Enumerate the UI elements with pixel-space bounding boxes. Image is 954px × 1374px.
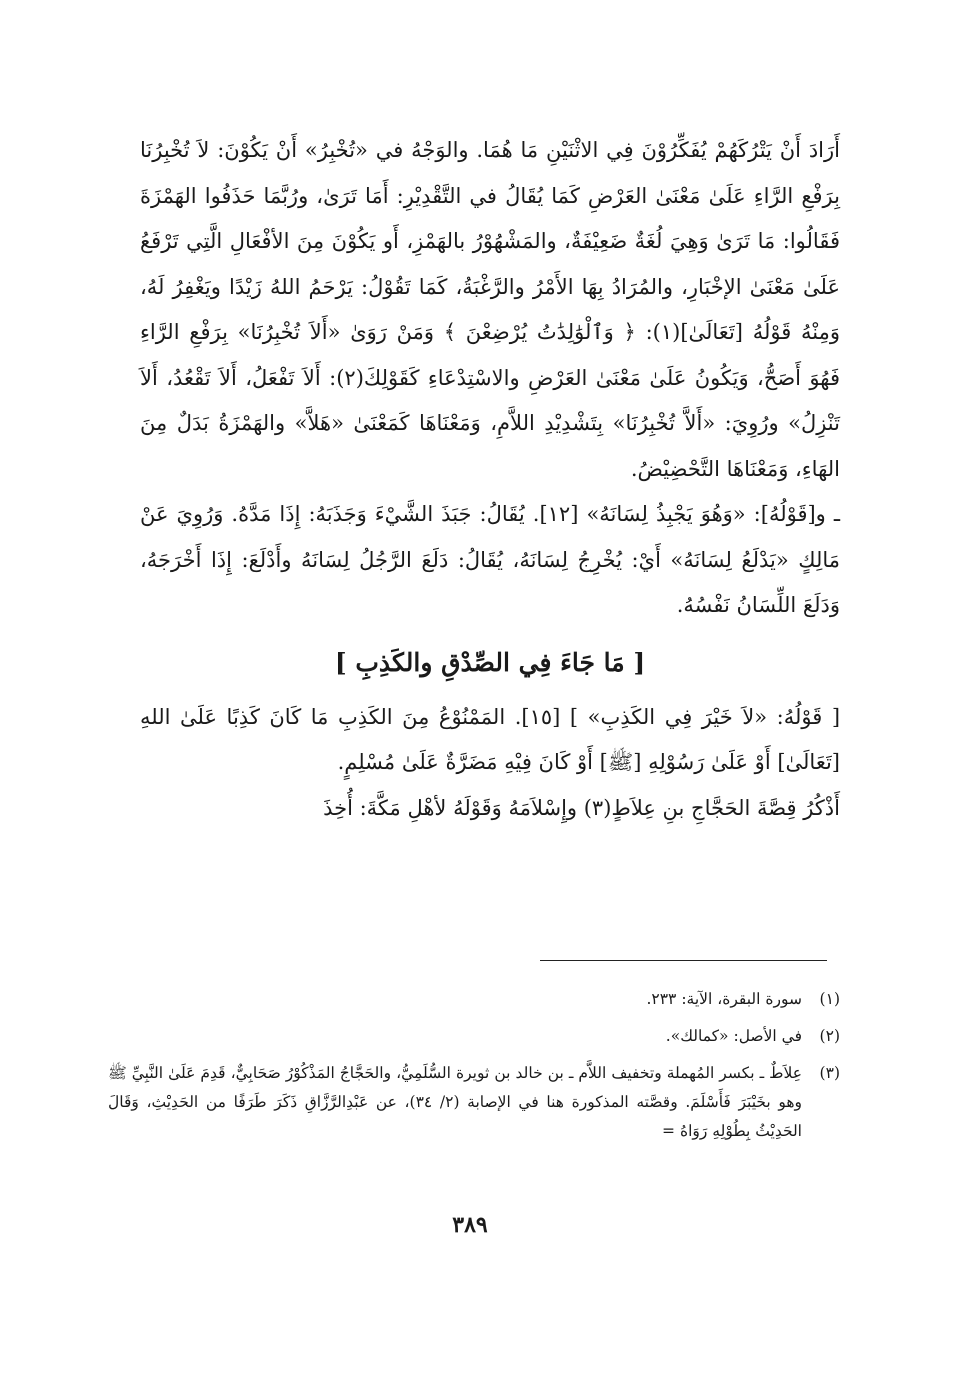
footnote-number: (٣) [819, 1064, 840, 1082]
footnote [108, 985, 840, 1014]
section-heading: [ مَا جَاءَ فِي الصِّدْقِ والكَذِبِ ] [334, 647, 646, 677]
footnote [108, 1022, 840, 1051]
paragraph-1: أَرَادَ أَنْ يَتْرُكَهُمْ يُفَكِّرُوْنَ فِي الاثْنَيْنِ مَا هُمَا. والوَجْهُ في «تُخْبِرُ» أَنْ يَكُوْنَ: لاَ تُخْبِرُنَا بِرَفْعِ الرَّاءِ عَلَىٰ مَعْنَىٰ العَرْضِ كَمَا يُقَالُ في التَّقْدِيْرِ: أَمَا تَرَىٰ، ورُبَّمَا حَذَفُوا الهَمْزَةَ فَقَالُوا: مَا تَرَىٰ وَهِيَ لُغَةٌ ضَعِيْفَةٌ، والمَشْهُوْرُ بالهَمْزِ، أَو يَكُوْنَ مِنَ الأفْعَالِ الَّتِي تَرْفَعُ عَلَىٰ مَعْنَىٰ الإخْبَارِ، والمُرَادُ بِهَا الأَمْرُ والرَّغْبَةُ، كَمَا تَقُوْلُ: يَرْحَمُ اللهُ زَيْدًا ويَغْفِرُ لَهُ، وَمِنْهُ قَوْلُهُ [تَعَالَىٰ](١): ﴿ وَٱلْوَٰلِدَٰتُ يُرْضِعْنَ ﴾ وَمَنْ رَوَىٰ «أَلاَ تُخْبِرُنَا» بِرَفْعِ الرَّاءِ فَهُوَ أَصَحُّ، وَيَكُونُ عَلَىٰ مَعْنَىٰ العَرْضِ والاسْتِدْعَاءِ كَقَوْلِكَ(٢): أَلاَ تَفْعَلُ، أَلاَ تَقْعُدُ، أَلاَ تَنْزِلُ» ورُوِيَ: «أَلاَّ تُخْبِرُنَا» بِتَشْدِيْدِ اللاَّمِ، وَمَعْنَاهَا كَمَعْنَىٰ «هَلاَّ» والهَمْزَةُ بَدَلٌ مِنَ الهَاءِ، وَمَعْنَاهَا التَّحْضِيْضُ. [140, 138, 840, 481]
main-text [140, 128, 840, 831]
footnote-number: (٢) [819, 1027, 840, 1045]
footnote-number: (١) [819, 990, 840, 1008]
paragraph-2: ـ و[قَوْلُهُ]: «وَهُوَ يَجْبِذُ لِسَانَهُ» [١٢]. يُقَالُ: جَبَذَ الشَّيْءَ وَجَذَبَهُ: إِذَا مَدَّهُ. وَرُوِيَ عَنْ مَالِكٍ «يَدْلَعُ لِسَانَهُ» أَيْ: يُخْرِجُ لِسَانَهُ، يُقَالُ: دَلَعَ الرَّجُلُ لِسَانَهُ وأَدْلَعَ: إِذَا أَخْرَجَهُ، وَدَلَعَ اللِّسَانُ نَفْسُهُ. [140, 502, 841, 617]
footnotes [108, 985, 840, 1154]
page-number: ٣٨٩ [452, 1212, 488, 1238]
paragraph-4: أَذْكُرُ قِصَّةَ الحَجَّاجِ بنِ عِلاَطٍ(٣) وإِسْلاَمَهُ وَقَوْلَهُ لأهْلِ مَكَّةَ: أُخِذَ [323, 795, 840, 820]
paragraph-3: [ قَوْلُهُ: «لاَ خَيْرَ فِي الكَذِبِ» ] [١٥]. المَمْنُوْعُ مِنَ الكَذِبِ مَا كَانَ كَذِبًا عَلَىٰ اللهِ [تَعَالَىٰ] أَوْ عَلَىٰ رَسُوْلِهِ [ﷺ] أَوْ كَانَ فِيْهِ مَضَرَّةٌ عَلَىٰ مُسْلِمٍ. [140, 704, 841, 774]
footnote-text: في الأصل: «كمالك». [665, 1027, 802, 1045]
footnote-divider [540, 960, 827, 961]
footnote [108, 1059, 840, 1146]
footnote-text: سورة البقرة، الآية: ٢٣٣. [646, 990, 802, 1008]
footnote-text: عِلاَطٌ ـ بكسر المُهملة وتخفيف اللاَّم ـ بن خالد بن ثويرة السُّلَمِيُّ، والحَجَّاجُ المَذْكُوْرُ صَحَابِيٌّ، قَدِمَ عَلَىٰ النَّبِيِّ ﷺ وهو بخَيْبَرَ فَأَسْلَمَ. وقصَّته المذكورة هنا في الإصابة (٢/ ٣٤)، عن عَبْدِالرَّزَّاقِ ذَكَرَ طَرَفًا من الحَدِيْثِ، وَقَالَ الحَدِيْثُ بِطُوْلِهِ رَوَاهُ = [108, 1064, 803, 1140]
